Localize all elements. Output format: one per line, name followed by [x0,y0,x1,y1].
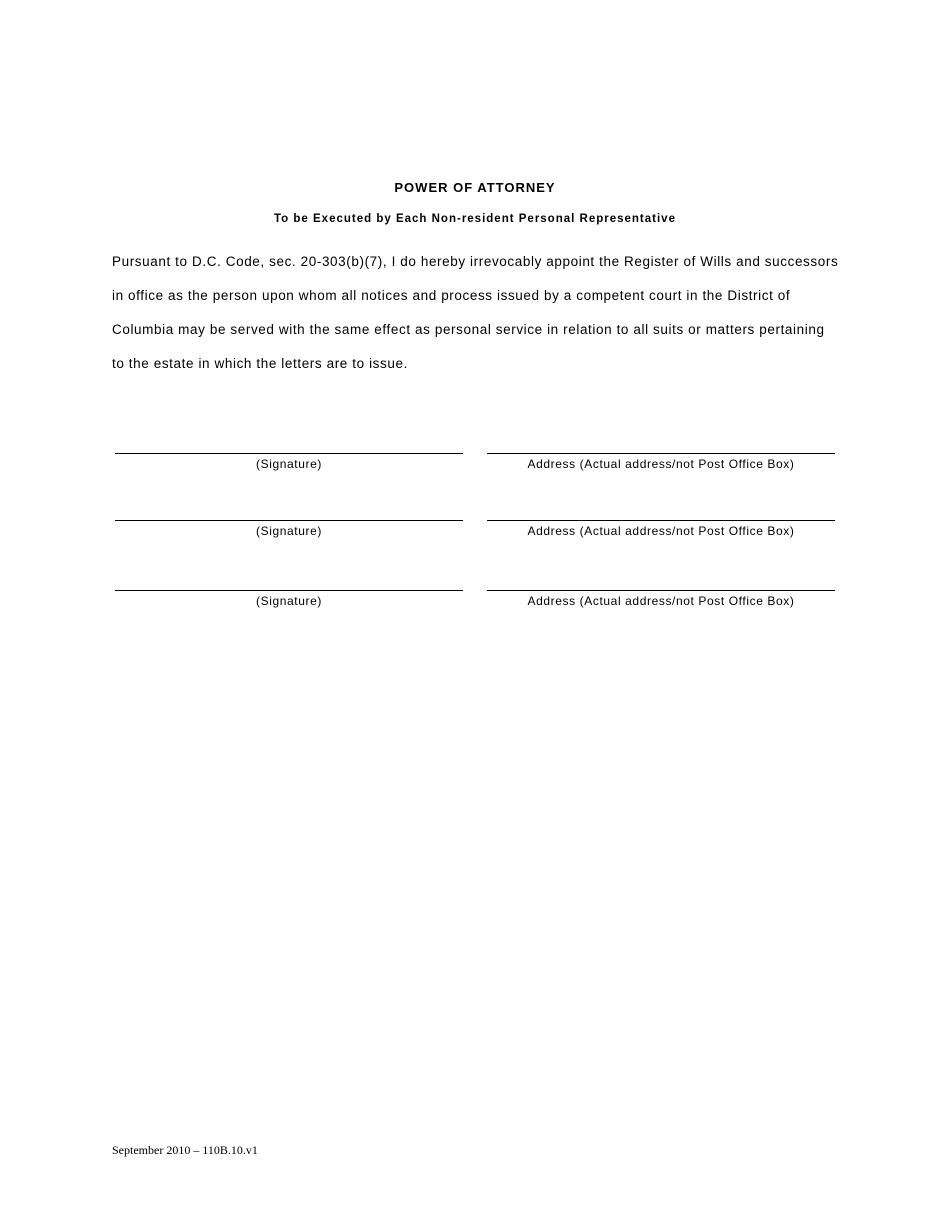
signature-label: (Signature) [256,594,322,608]
signature-label: (Signature) [256,457,322,471]
signature-line[interactable] [115,590,463,591]
address-line[interactable] [487,590,835,591]
address-field[interactable] [487,590,835,608]
signature-field[interactable] [115,520,463,538]
signature-field[interactable] [115,590,463,608]
page-title: POWER OF ATTORNEY [394,180,556,195]
signature-label: (Signature) [256,524,322,538]
address-field[interactable] [487,520,835,538]
page-subtitle: To be Executed by Each Non-resident Personal Representative [274,213,676,225]
address-label: Address (Actual address/not Post Office Box) [527,457,795,471]
address-label: Address (Actual address/not Post Office Box) [527,594,795,608]
signature-field[interactable] [115,453,463,471]
address-field[interactable] [487,453,835,471]
signature-block [0,453,950,493]
body-paragraph: Pursuant to D.C. Code, sec. 20-303(b)(7), I do hereby irrevocably appoint the Register of Wills and successors in office as the person upon whom all notices and process issued by a competent court in the District of Columbia may be served with the same effect as personal service in relation to all suits or matters pertaining to the estate in which the letters are to issue. [112,254,839,371]
signature-block [0,590,950,630]
signature-line[interactable] [115,520,463,521]
signature-line[interactable] [115,453,463,454]
signature-block [0,520,950,560]
address-line[interactable] [487,453,835,454]
footer-version: September 2010 – 110B.10.v1 [112,1143,258,1157]
address-line[interactable] [487,520,835,521]
address-label: Address (Actual address/not Post Office Box) [527,524,795,538]
